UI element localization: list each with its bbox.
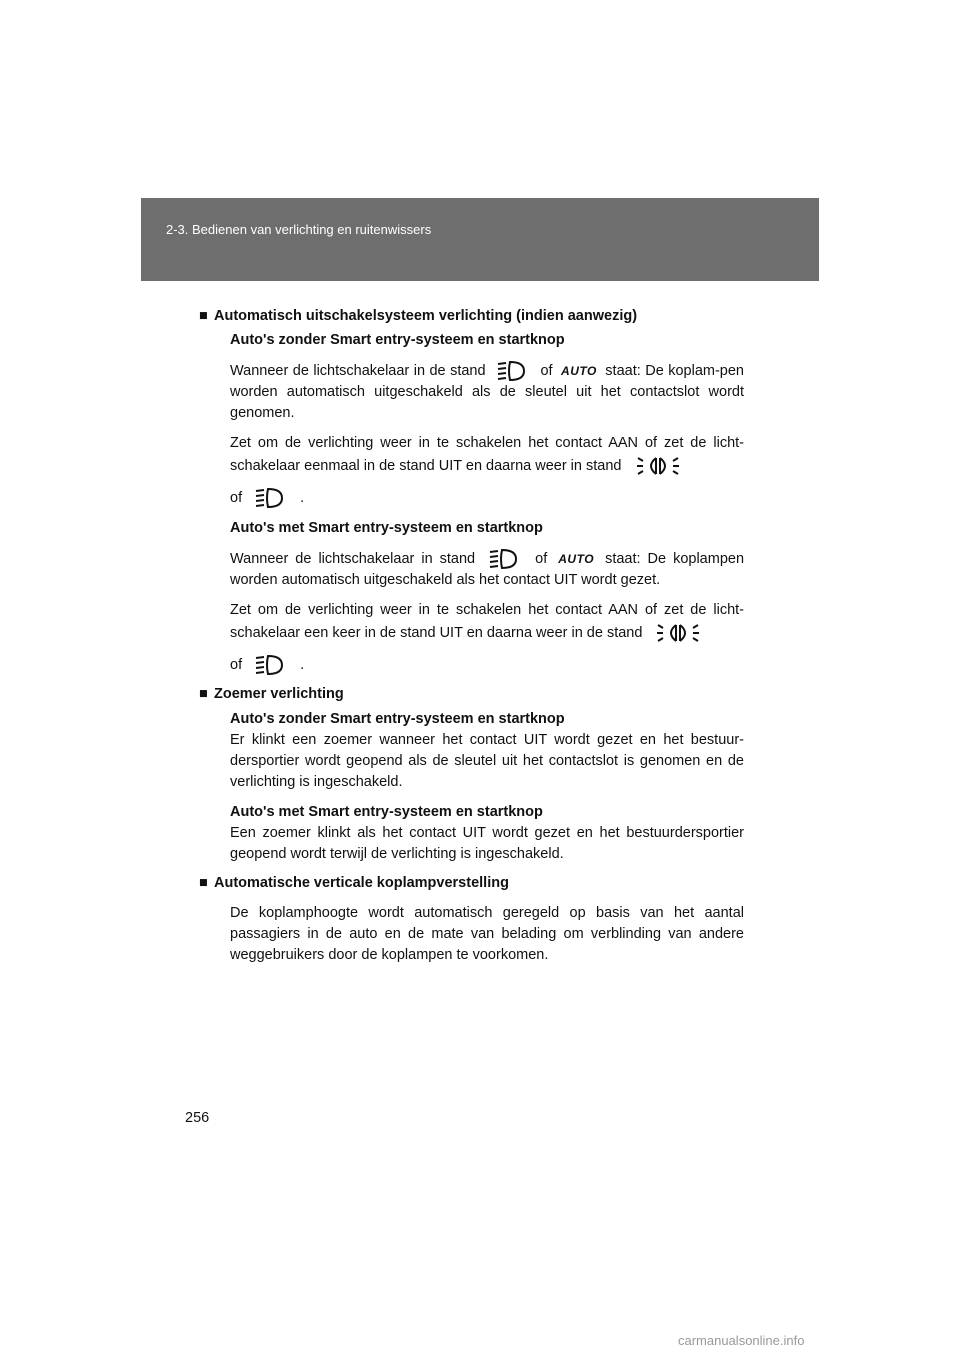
headlight-icon	[488, 548, 522, 570]
section-title-leveling: ■ Automatische verticale koplampverstelling	[214, 873, 744, 894]
page-content	[199, 306, 745, 966]
footer-watermark-link[interactable]: carmanualsonline.info	[678, 1333, 805, 1348]
paragraph-of-line-2: of .	[230, 654, 744, 676]
headlight-icon	[496, 360, 530, 382]
subtitle-with-smart-entry: Auto's met Smart entry-systeem en startknop	[230, 804, 543, 820]
section-title-auto-off: ■ Automatisch uitschakelsysteem verlichting (indien aanwezig)	[214, 306, 744, 327]
paragraph-auto-off-2: Zet om de verlichting weer in te schakelen het contact AAN of zet de licht-schakelaar eenmaal in de stand UIT en daarna weer in stand	[230, 433, 744, 478]
paragraph-auto-off-4: Zet om de verlichting weer in te schakelen het contact AAN of zet de licht-schakelaar een keer in de stand UIT en daarna weer in de stand	[230, 600, 744, 645]
subtitle-without-smart-entry: Auto's zonder Smart entry-systeem en startknop	[230, 711, 565, 727]
chapter-header	[141, 198, 819, 281]
page-number: 256	[185, 1110, 210, 1126]
tail-light-icon	[636, 454, 680, 478]
auto-icon: AUTO	[561, 364, 597, 378]
subtitle-with-smart-entry: Auto's met Smart entry-systeem en startknop	[230, 520, 543, 536]
headlight-icon	[254, 487, 288, 509]
tail-light-icon	[656, 621, 700, 645]
paragraph-buzzer-2: Een zoemer klinkt als het contact UIT wordt gezet en het bestuurdersportier geopend wordt terwijl de verlichting is ingeschakeld.	[230, 825, 744, 862]
auto-icon: AUTO	[558, 552, 595, 566]
square-bullet-icon: ■	[199, 308, 208, 324]
section-title-buzzer: ■ Zoemer verlichting	[214, 684, 744, 705]
square-bullet-icon: ■	[199, 686, 208, 702]
paragraph-leveling: De koplamphoogte wordt automatisch geregeld op basis van het aantal passagiers in de auto en de mate van belading om verblinding van andere weggebruikers door de koplampen te voorkomen.	[230, 905, 744, 963]
paragraph-auto-off-1: Wanneer de lichtschakelaar in de stand of AUTO staat: De koplam-pen worden automatisch uitgeschakeld als de sleutel uit het contactslot wordt genomen.	[230, 360, 744, 424]
paragraph-of-line-1: of .	[230, 487, 744, 509]
subtitle-without-smart-entry: Auto's zonder Smart entry-systeem en startknop	[230, 332, 565, 348]
paragraph-buzzer-1: Er klinkt een zoemer wanneer het contact UIT wordt gezet en het bestuur-dersportier wordt geopend als de sleutel uit het contactslot is genomen en de verlichting is ingeschakeld.	[230, 732, 744, 790]
chapter-title: 2-3. Bedienen van verlichting en ruitenwissers	[166, 222, 432, 237]
square-bullet-icon: ■	[199, 875, 208, 891]
headlight-icon	[254, 654, 288, 676]
paragraph-auto-off-3: Wanneer de lichtschakelaar in stand of AUTO staat: De koplampen worden automatisch uitgeschakeld als het contact UIT wordt gezet.	[230, 548, 744, 591]
